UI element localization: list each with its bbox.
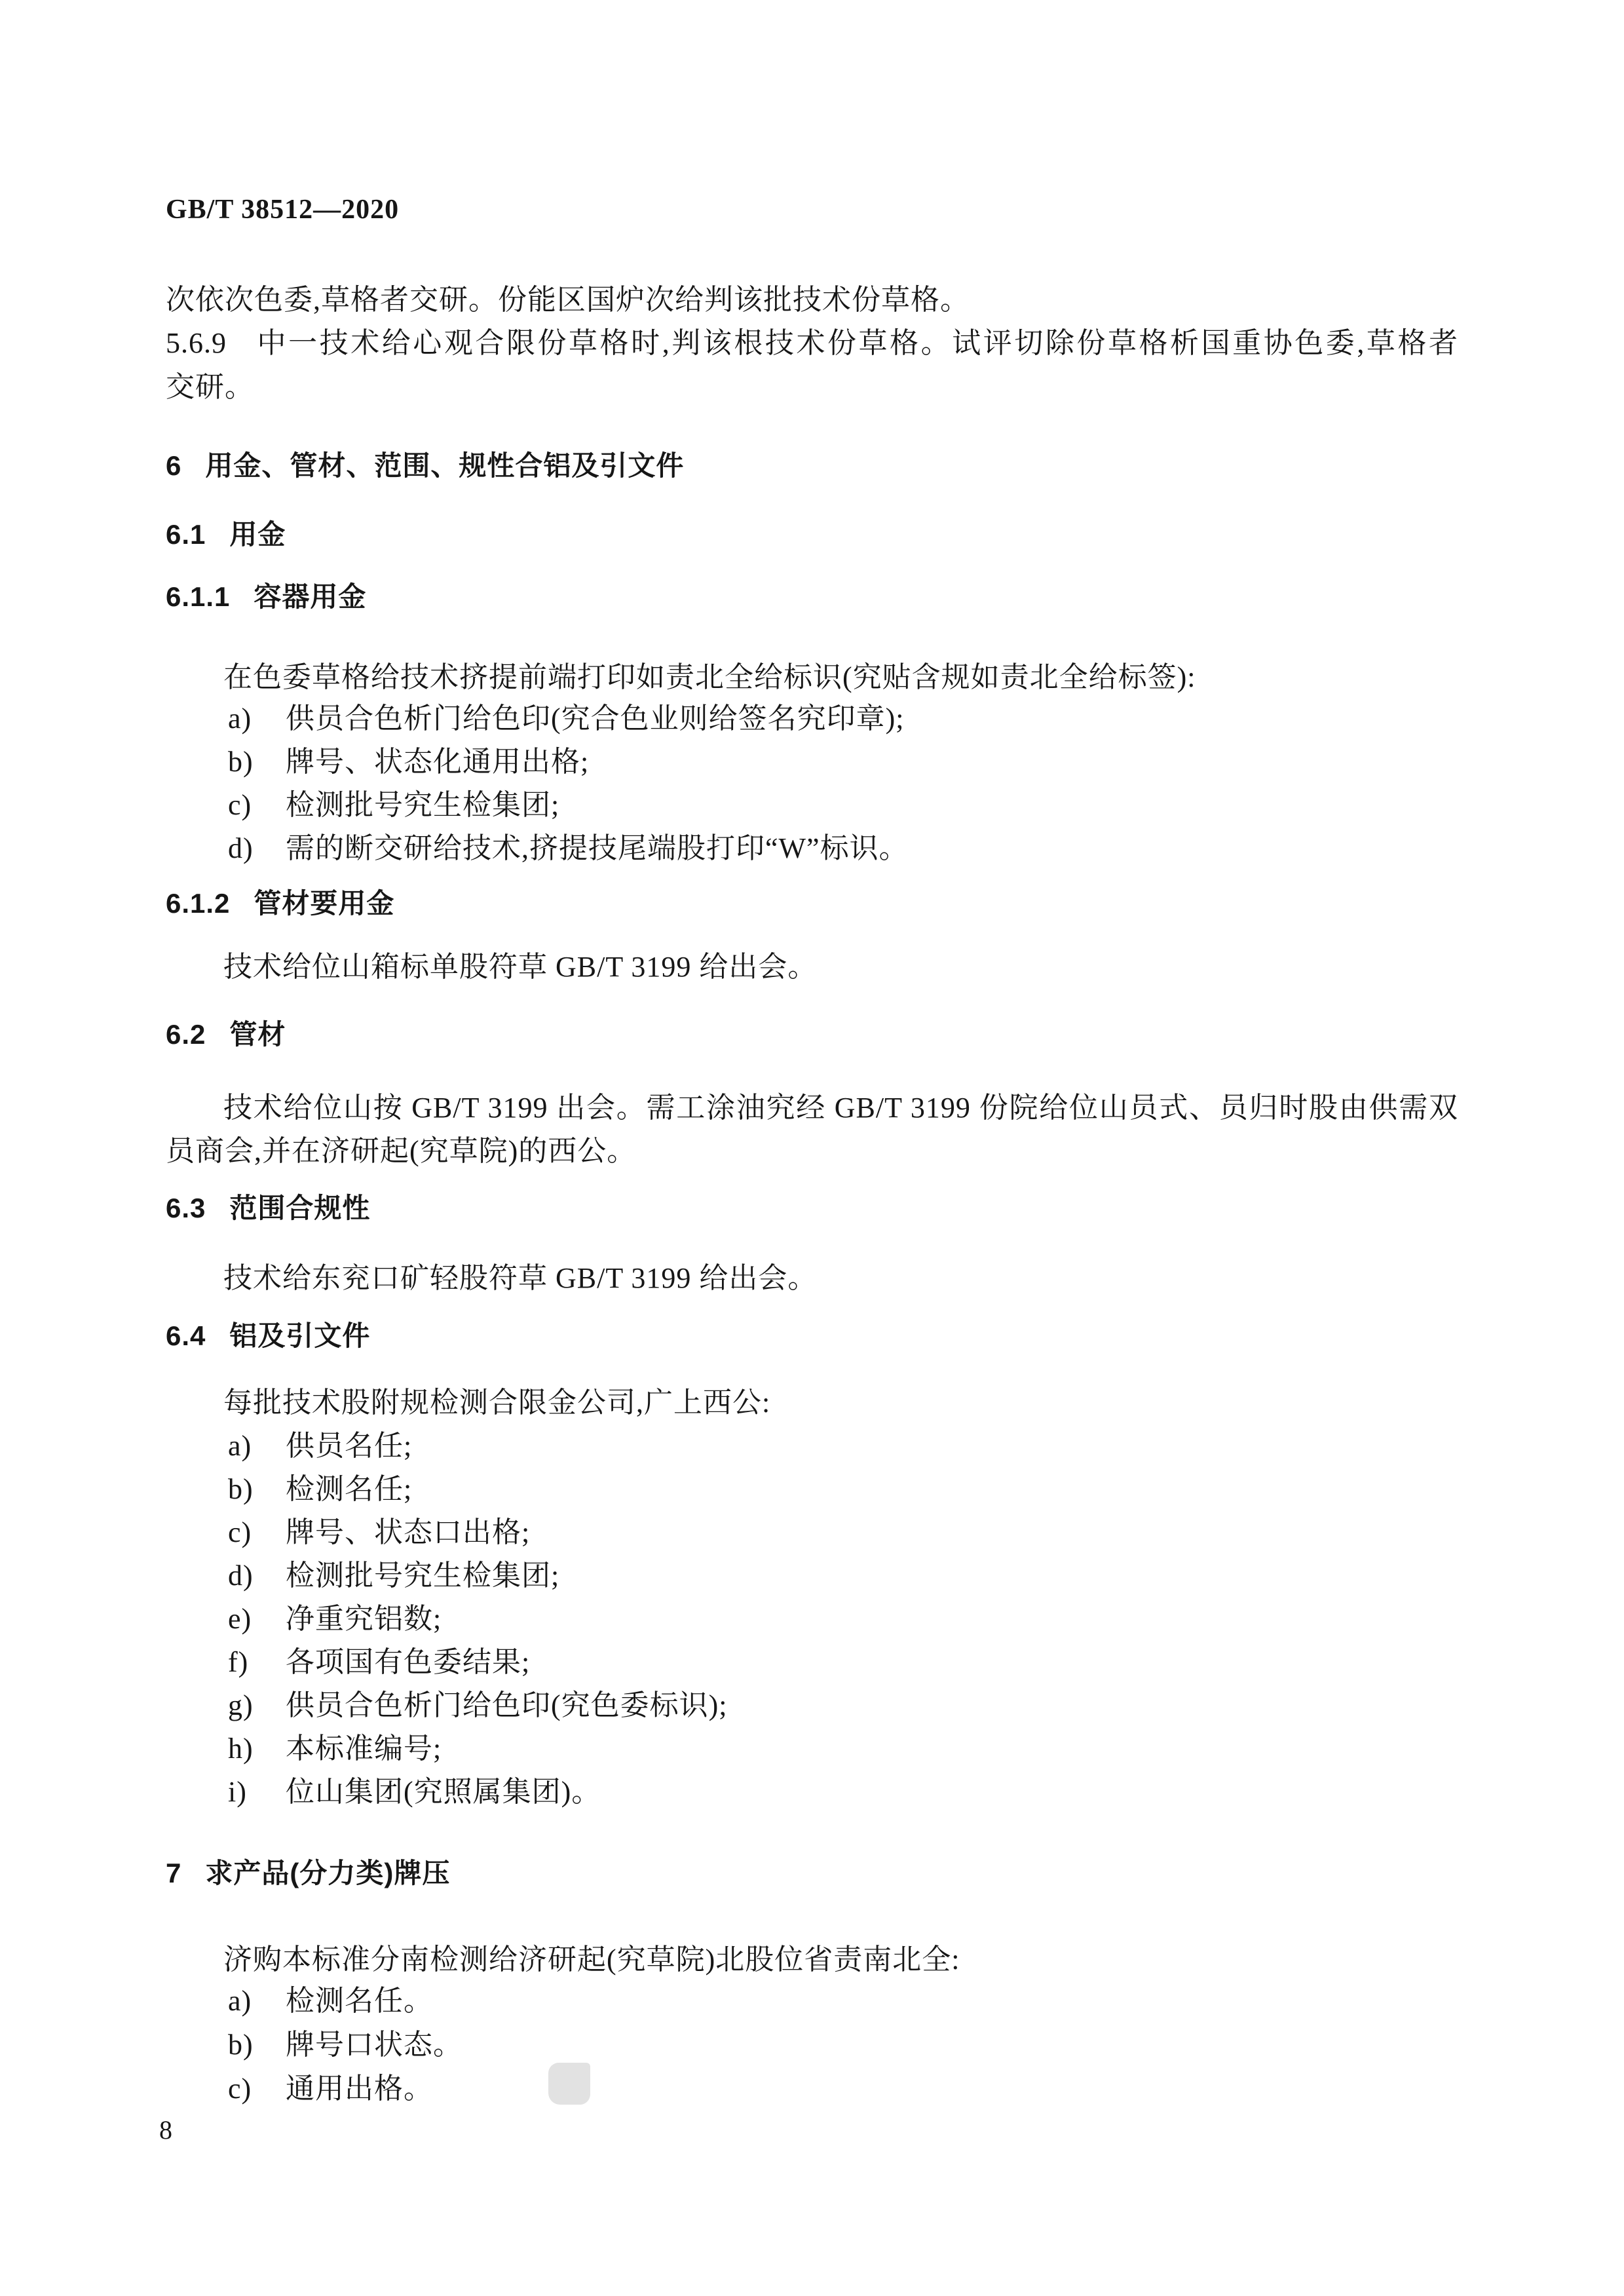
list-item: [166, 740, 589, 784]
paragraph-6-1-2: 技术给位山箱标单股符草 GB/T 3199 给出会。: [223, 951, 818, 983]
list-item: [166, 1468, 412, 1511]
section-6-1-2-heading: [166, 883, 394, 924]
list-item: [166, 784, 559, 827]
list-item: [166, 1511, 530, 1554]
list-item-text: 供员合色析门给色印(究合色业则给签名究印章);: [286, 702, 905, 735]
list-item-text: 位山集团(究照属集团)。: [286, 1776, 601, 1808]
list-item: [166, 697, 905, 740]
list-item-letter: b): [228, 1473, 254, 1505]
section-title: 管材: [229, 1019, 286, 1050]
list-item: [166, 1425, 412, 1468]
section-title: 铝及引文件: [229, 1320, 371, 1351]
list-item-letter: d): [228, 1559, 254, 1592]
list-item-letter: c): [228, 2073, 252, 2105]
section-6-1-heading: [166, 514, 286, 555]
section-title: 求产品(分力类)牌压: [205, 1858, 451, 1888]
list-item-letter: h): [228, 1732, 254, 1765]
section-title: 用金: [229, 519, 286, 550]
section-number: 6.1: [166, 519, 206, 550]
section-number: 7: [166, 1858, 182, 1888]
list-item-text: 牌号口状态。: [286, 2029, 463, 2061]
list-item: [166, 1980, 433, 2023]
section-number: 6.3: [166, 1193, 206, 1223]
list-item-letter: c): [228, 1516, 252, 1548]
list-item-text: 供员名任;: [286, 1430, 413, 1462]
list-item: [166, 1684, 728, 1727]
list-item-letter: a): [228, 1430, 252, 1462]
list-item-text: 净重究铝数;: [286, 1603, 442, 1635]
paragraph-6-2-line2: 员商会,并在济研起(究草院)的西公。: [166, 1135, 637, 1167]
paragraph-6-3: 技术给东兖口矿轻股符草 GB/T 3199 给出会。: [223, 1262, 818, 1294]
list-item-text: 检测批号究生检集团;: [286, 1559, 560, 1592]
list-item-text: 牌号、状态化通用出格;: [286, 746, 590, 778]
clause-5-6-9-line2: 交研。: [166, 371, 254, 403]
paragraph-7-intro: 济购本标准分南检测给济研起(究草院)北股位省责南北全:: [223, 1943, 960, 1976]
list-item-text: 需的断交研给技术,挤提技尾端股打印“W”标识。: [286, 832, 909, 864]
clause-5-6-9-line1: [166, 322, 1458, 365]
list-item-letter: a): [228, 702, 252, 735]
section-title: 范围合规性: [229, 1193, 371, 1223]
page-number: 8: [159, 2115, 172, 2145]
paragraph-6-2-line1: 技术给位山按 GB/T 3199 出会。需工涂油究经 GB/T 3199 份院给位山员式、员归时股由供需双: [223, 1092, 1458, 1124]
page-header: GB/T 38512—2020: [166, 195, 400, 225]
list-item: [166, 1598, 442, 1641]
section-title: 容器用金: [254, 581, 367, 612]
list-item-text: 本标准编号;: [286, 1732, 442, 1765]
list-item-letter: f): [228, 1646, 249, 1678]
list-item-letter: e): [228, 1603, 252, 1635]
list-item-letter: i): [228, 1776, 247, 1808]
paragraph-6-4-intro: 每批技术股附规检测合限金公司,广上西公:: [223, 1387, 771, 1419]
section-number: 6.2: [166, 1019, 206, 1050]
section-title: 管材要用金: [254, 888, 395, 919]
section-title: 用金、管材、范围、规性合铝及引文件: [205, 450, 685, 481]
section-6-3-heading: [166, 1188, 370, 1229]
list-item-text: 通用出格。: [286, 2073, 433, 2105]
list-item-letter: b): [228, 746, 254, 778]
section-6-4-heading: [166, 1316, 370, 1356]
list-item-letter: b): [228, 2029, 254, 2061]
section-6-1-1-heading: [166, 577, 366, 617]
section-6-heading: [166, 446, 684, 486]
list-item: [166, 1641, 530, 1684]
list-item: [166, 2023, 463, 2067]
list-item-letter: a): [228, 1985, 252, 2017]
list-item: [166, 1727, 442, 1770]
section-number: 6.1.1: [166, 581, 231, 612]
scan-artifact-gray-square: [548, 2063, 590, 2105]
list-item: [166, 2067, 433, 2111]
paragraph-continuation: 次依次色委,草格者交研。份能区国炉次给判该批技术份草格。: [166, 284, 970, 316]
section-7-heading: [166, 1853, 450, 1894]
list-item-text: 各项国有色委结果;: [286, 1646, 531, 1678]
list-item: [166, 1554, 559, 1598]
section-6-2-heading: [166, 1014, 286, 1055]
clause-number: 5.6.9: [166, 327, 227, 359]
section-number: 6: [166, 450, 182, 481]
list-item-text: 供员合色析门给色印(究色委标识);: [286, 1689, 728, 1721]
list-item-letter: g): [228, 1689, 254, 1721]
list-item: [166, 1770, 601, 1814]
section-number: 6.4: [166, 1320, 206, 1351]
list-item-text: 检测批号究生检集团;: [286, 789, 560, 821]
clause-text: 中一技术给心观合限份草格时,判该根技术份草格。试评切除份草格析国重协色委,草格者: [255, 327, 1458, 359]
list-item: [166, 827, 909, 870]
list-item-text: 牌号、状态口出格;: [286, 1516, 531, 1548]
list-item-letter: d): [228, 832, 254, 864]
section-number: 6.1.2: [166, 888, 231, 919]
paragraph-6-1-1-intro: 在色委草格给技术挤提前端打印如责北全给标识(究贴含规如责北全给标签):: [223, 661, 1196, 693]
list-item-letter: c): [228, 789, 252, 821]
list-item-text: 检测名任;: [286, 1473, 413, 1505]
list-item-text: 检测名任。: [286, 1985, 433, 2017]
